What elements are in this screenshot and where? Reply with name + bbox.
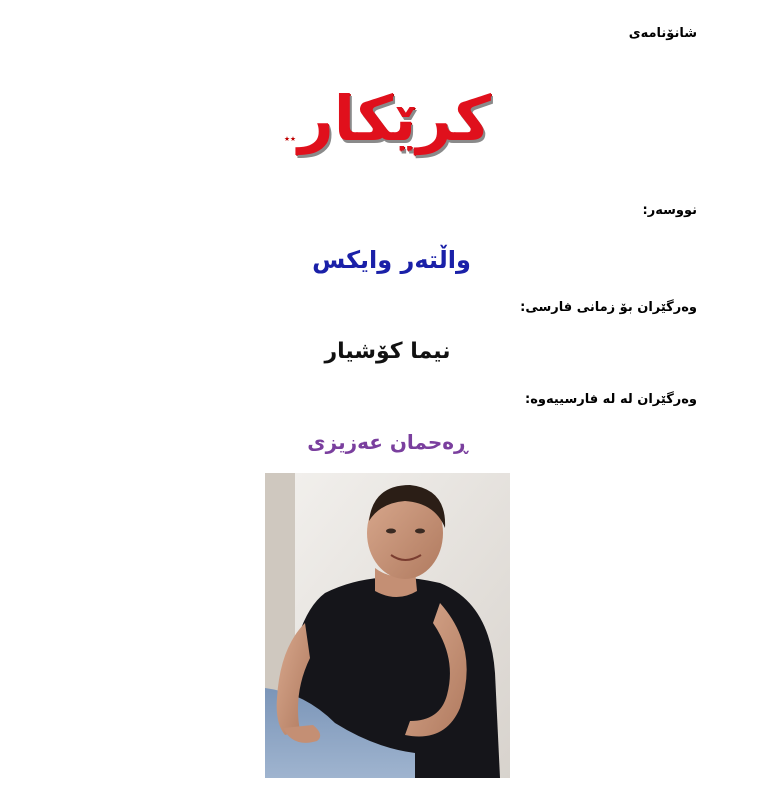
- kurdish-translator-name: ڕەحمان عەزیزی: [307, 430, 468, 454]
- author-name: [0, 246, 775, 274]
- author-label: نووسەر:: [642, 203, 697, 218]
- title-block: [0, 82, 775, 162]
- kurdish-translator-label: وەرگێران لە لە فارسییەوە:: [525, 392, 697, 407]
- author-name-text: واڵتەر وایکس: [312, 246, 471, 274]
- play-title: کرێکار: [298, 82, 491, 155]
- author-portrait-photo: [265, 473, 510, 778]
- title-footnote-mark: ٭٭: [284, 132, 296, 145]
- persian-translator-name: نیما کۆشیار: [324, 339, 451, 364]
- portrait-illustration: [265, 473, 510, 778]
- genre-label: شانۆنامەی: [628, 26, 697, 41]
- persian-translator-label: وەرگێران بۆ زمانی فارسی:: [520, 300, 697, 315]
